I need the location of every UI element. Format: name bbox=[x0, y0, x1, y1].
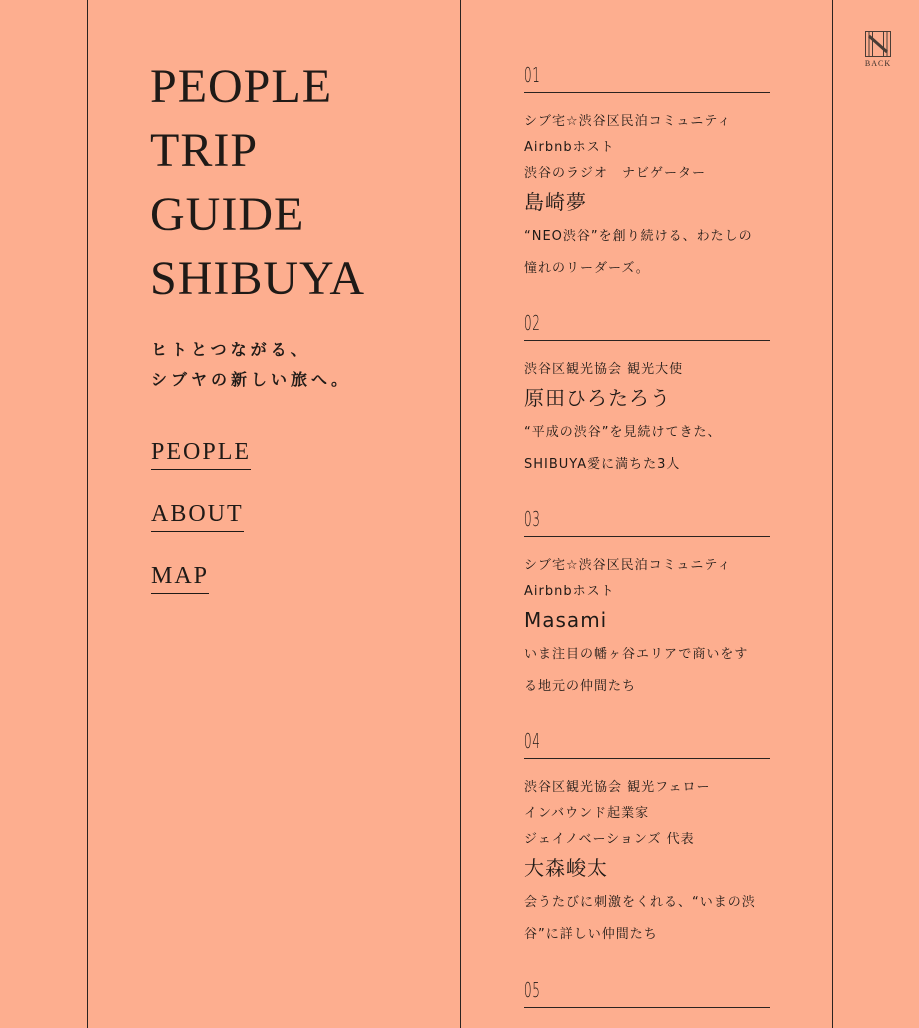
entry-role: 渋谷のラジオ ナビゲーター bbox=[524, 166, 707, 181]
back-button[interactable] bbox=[861, 30, 895, 68]
entry-description-line: る地元の仲間たち bbox=[524, 679, 637, 694]
entry-number: 02 bbox=[524, 311, 541, 335]
entry-person-name: 大森峻太 bbox=[524, 856, 608, 880]
title-line: PEOPLE bbox=[150, 60, 333, 113]
entry-number: 04 bbox=[524, 729, 541, 753]
nav-map-link[interactable]: MAP bbox=[151, 562, 209, 594]
back-label: BACK bbox=[864, 59, 892, 68]
person-entry-01[interactable] bbox=[524, 62, 770, 285]
entry-person-name: 島崎夢 bbox=[524, 190, 587, 214]
entry-number: 03 bbox=[524, 507, 541, 531]
entry-role: シブ宅☆渋谷区民泊コミュニティ bbox=[524, 114, 732, 129]
left-column-line bbox=[87, 0, 88, 1028]
entry-description-line: 憧れのリーダーズ。 bbox=[524, 261, 650, 276]
entry-description-line: “NEO渋谷”を創り続ける、わたしの bbox=[524, 229, 753, 244]
entry-description-line: いま注目の幡ヶ谷エリアで商いをす bbox=[524, 647, 749, 662]
title-line: TRIP bbox=[150, 124, 259, 177]
title-line: SHIBUYA bbox=[150, 252, 366, 305]
person-entry-03[interactable] bbox=[524, 506, 770, 703]
entry-divider bbox=[524, 1007, 770, 1008]
entry-role: インバウンド起業家 bbox=[524, 806, 650, 821]
entry-role: シブ宅☆渋谷区民泊コミュニティ bbox=[524, 558, 732, 573]
person-entry-05[interactable] bbox=[524, 977, 770, 1008]
entry-divider bbox=[524, 758, 770, 759]
entry-description bbox=[524, 639, 770, 703]
entry-role: ジェイノベーションズ 代表 bbox=[524, 832, 695, 847]
person-entry-02[interactable] bbox=[524, 310, 770, 481]
entry-role: Airbnbホスト bbox=[524, 140, 615, 155]
tagline bbox=[151, 335, 351, 395]
entry-person-name: 原田ひろたろう bbox=[524, 386, 671, 410]
entry-description-line: “平成の渋谷”を見続けてきた、 bbox=[524, 425, 722, 440]
entry-divider bbox=[524, 340, 770, 341]
entry-role: 渋谷区観光協会 観光フェロー bbox=[524, 780, 711, 795]
nav-people-link[interactable]: PEOPLE bbox=[151, 438, 251, 470]
entry-roles bbox=[524, 357, 770, 383]
entry-roles bbox=[524, 775, 770, 853]
tagline-line: シブヤの新しい旅へ。 bbox=[151, 370, 352, 389]
entry-number: 01 bbox=[524, 63, 541, 87]
entry-description bbox=[524, 221, 770, 285]
entry-description-line: 会うたびに刺激をくれる、“いまの渋 bbox=[524, 895, 756, 910]
entry-roles bbox=[524, 109, 770, 187]
site-title bbox=[150, 55, 365, 311]
entry-description bbox=[524, 417, 770, 481]
nav-about-link[interactable]: ABOUT bbox=[151, 500, 244, 532]
entry-role: 渋谷区観光協会 観光大使 bbox=[524, 362, 684, 377]
entry-description-line: SHIBUYA愛に満ちた3人 bbox=[524, 457, 681, 472]
tagline-line: ヒトとつながる、 bbox=[151, 340, 311, 359]
entry-role: Airbnbホスト bbox=[524, 584, 615, 599]
entry-description-line: 谷”に詳しい仲間たち bbox=[524, 927, 658, 942]
entry-number: 05 bbox=[524, 978, 541, 1002]
entry-roles bbox=[524, 553, 770, 605]
entry-divider bbox=[524, 92, 770, 93]
person-entry-04[interactable] bbox=[524, 728, 770, 951]
entry-description bbox=[524, 887, 770, 951]
center-column-line bbox=[460, 0, 461, 1028]
entry-person-name: Masami bbox=[524, 608, 608, 632]
back-logo-icon bbox=[864, 30, 892, 58]
entry-divider bbox=[524, 536, 770, 537]
title-line: GUIDE bbox=[150, 188, 305, 241]
right-column-line bbox=[832, 0, 833, 1028]
